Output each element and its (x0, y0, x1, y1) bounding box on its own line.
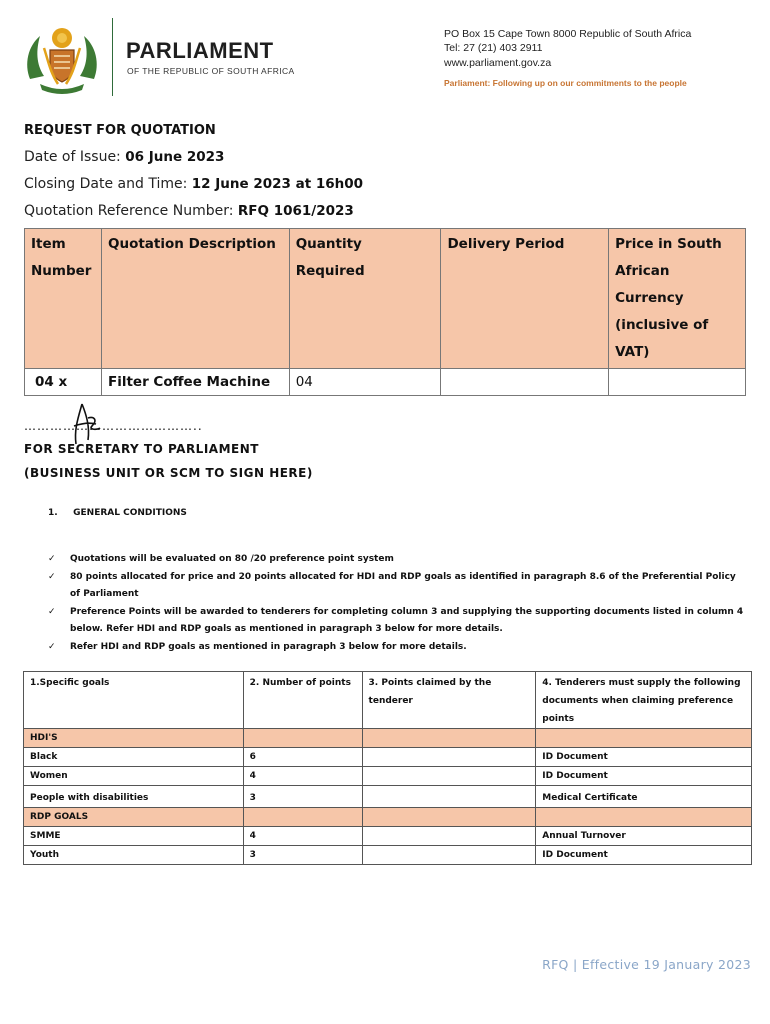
header-divider (112, 18, 113, 96)
col-item-number: Item Number (25, 229, 102, 369)
handwritten-signature (68, 400, 102, 448)
quotation-table-header (25, 229, 746, 369)
signatory-note: (BUSINESS UNIT OR SCM TO SIGN HERE) (24, 466, 313, 480)
website-link[interactable]: www.parliament.gov.za (444, 57, 552, 69)
section-heading (48, 508, 187, 518)
org-subtitle: OF THE REPUBLIC OF SOUTH AFRICA (127, 66, 295, 76)
table-row: Black 6 ID Document (24, 748, 752, 767)
quantity-cell: 04 (289, 369, 441, 396)
postal-address: PO Box 15 Cape Town 8000 Republic of South Africa (444, 28, 692, 40)
quotation-table (24, 228, 746, 396)
list-item: ✓ Preference Points will be awarded to tenderers for completing column 3 and supplying the supporting documents listed in column 4 below. Refer HDI and RDP goals as mentioned in paragraph 3 below for more details. (48, 604, 748, 639)
table-row: Youth 3 ID Document (24, 846, 752, 865)
closing-date-line (24, 176, 363, 192)
list-item: ✓ Refer HDI and RDP goals as mentioned in paragraph 3 below for more details. (48, 639, 748, 657)
table-row: SMME 4 Annual Turnover (24, 827, 752, 846)
reference-value: RFQ 1061/2023 (237, 203, 354, 219)
table-row: People with disabilities 3 Medical Certificate (24, 786, 752, 808)
points-claimed-cell[interactable] (362, 827, 536, 846)
points-claimed-cell[interactable] (362, 767, 536, 786)
section-title: GENERAL CONDITIONS (73, 508, 187, 518)
list-item: ✓ Quotations will be evaluated on 80 /20 preference point system (48, 551, 748, 569)
col-documents: 4. Tenderers must supply the following documents when claiming preference points (536, 672, 752, 729)
letterhead (0, 0, 770, 110)
item-number-cell: 04 x (25, 369, 102, 396)
signatory-title: FOR SECRETARY TO PARLIAMENT (24, 442, 259, 456)
col-specific-goals: 1.Specific goals (24, 672, 244, 729)
org-name: PARLIAMENT (126, 38, 274, 63)
table-row: Women 4 ID Document (24, 767, 752, 786)
telephone: Tel: 27 (21) 403 2911 (444, 41, 543, 54)
specific-goals-table (23, 671, 752, 865)
check-icon: ✓ (48, 571, 56, 582)
col-quantity: Quantity Required (289, 229, 441, 369)
page-footer: RFQ | Effective 19 January 2023 (542, 957, 751, 972)
reference-label: Quotation Reference Number: (24, 203, 234, 219)
closing-date-label: Closing Date and Time: (24, 176, 188, 192)
rdp-band (24, 808, 752, 827)
tagline: Parliament: Following up on our commitments to the people (444, 78, 687, 88)
delivery-period-cell[interactable] (441, 369, 609, 396)
col-price: Price in South African Currency (inclusive of VAT) (609, 229, 746, 369)
issue-date-label: Date of Issue: (24, 149, 121, 165)
contact-block (444, 28, 691, 71)
points-claimed-cell[interactable] (362, 786, 536, 808)
check-icon: ✓ (48, 606, 56, 617)
issue-date-line (24, 149, 224, 165)
band-label: RDP GOALS (24, 808, 244, 827)
col-points-claimed: 3. Points claimed by the tenderer (362, 672, 536, 729)
document-title: REQUEST FOR QUOTATION (24, 123, 216, 138)
signature-line: ………………………………….. (24, 419, 203, 433)
issue-date-value: 06 June 2023 (125, 149, 225, 165)
closing-date-value: 12 June 2023 at 16h00 (191, 176, 364, 192)
conditions-list (48, 551, 748, 656)
col-number-of-points: 2. Number of points (243, 672, 362, 729)
col-delivery-period: Delivery Period (441, 229, 609, 369)
reference-line (24, 203, 354, 219)
list-item: ✓ 80 points allocated for price and 20 points allocated for HDI and RDP goals as identified in paragraph 8.6 of the Preferential Policy of Parliament (48, 569, 748, 604)
price-cell[interactable] (609, 369, 746, 396)
points-claimed-cell[interactable] (362, 846, 536, 865)
hdi-band (24, 729, 752, 748)
col-description: Quotation Description (101, 229, 289, 369)
coat-of-arms-icon (22, 24, 102, 94)
band-label: HDI'S (24, 729, 244, 748)
check-icon: ✓ (48, 641, 56, 652)
table-row (25, 369, 746, 396)
points-claimed-cell[interactable] (362, 748, 536, 767)
description-cell: Filter Coffee Machine (101, 369, 289, 396)
check-icon: ✓ (48, 554, 56, 564)
section-number: 1. (48, 508, 58, 518)
goals-table-header (24, 672, 752, 729)
